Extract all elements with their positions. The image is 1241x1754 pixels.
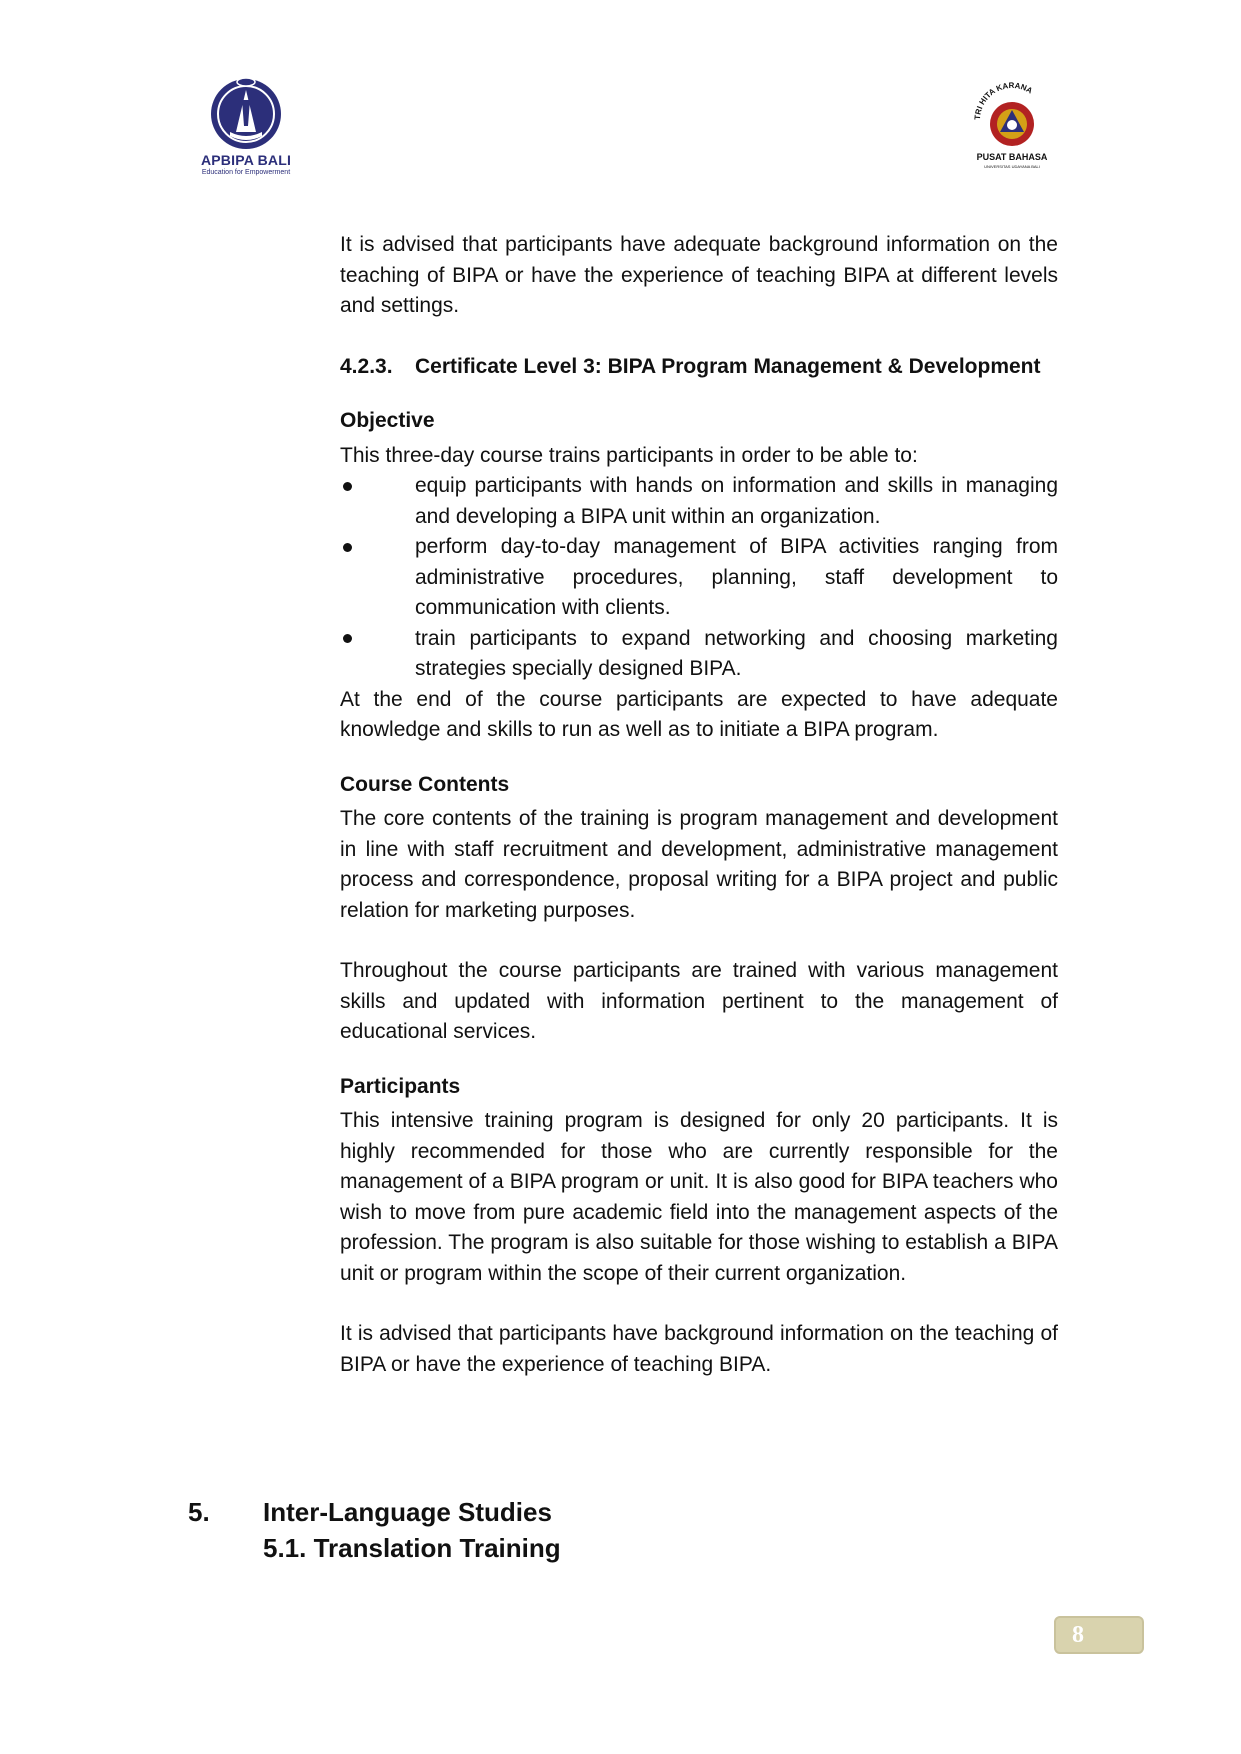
subsection-heading-5-1: 5.1. Translation Training (263, 1533, 561, 1563)
bullet-icon (340, 624, 415, 685)
list-item: perform day-to-day management of BIPA activities ranging from administrative procedures, planning, staff development to communication with clients. (340, 532, 1058, 624)
apbipa-logo-name: APBIPA BALI (200, 152, 292, 168)
apbipa-logo (190, 74, 302, 182)
section-number: 5. (188, 1497, 210, 1527)
course-contents-heading: Course Contents (340, 772, 510, 796)
bullet-icon (340, 471, 415, 532)
objective-list (340, 471, 1058, 685)
pusat-bahasa-emblem-icon (966, 74, 1058, 154)
section-heading-5 (188, 1494, 552, 1530)
participants-paragraph: This intensive training program is designed for only 20 participants. It is highly recommended for those who are currently responsible for the management of a BIPA program or unit. It is also good for BIPA teachers who wish to move from pure academic field into the management aspects of the profession. The program is also suitable for those wishing to establish a BIPA unit or program within the scope of their current organization. (340, 1109, 1058, 1285)
participants-paragraph: It is advised that participants have background information on the teaching of BIPA or have the experience of teaching BIPA. (340, 1322, 1058, 1376)
bullet-icon (340, 532, 415, 624)
pusat-bahasa-logo (966, 74, 1058, 174)
list-item: train participants to expand networking and choosing marketing strategies specially designed BIPA. (340, 624, 1058, 685)
pusat-bahasa-subtitle: UNIVERSITAS UDAYANA BALI (984, 164, 1040, 169)
intro-paragraph: It is advised that participants have adequate background information on the teaching of BIPA or have the experience of teaching BIPA at different levels and settings. (340, 233, 1058, 317)
main-content (340, 230, 1058, 1380)
section-title: Certificate Level 3: BIPA Program Management & Development (415, 354, 1041, 378)
apbipa-emblem-icon (206, 74, 286, 150)
section-heading-4-2-3 (340, 352, 1058, 383)
participants-heading: Participants (340, 1074, 461, 1098)
section-number: 4.2.3. (340, 354, 393, 378)
page-number: 8 (1072, 1622, 1084, 1648)
objective-closing: At the end of the course participants are expected to have adequate knowledge and skills to run as well as to initiate a BIPA program. (340, 687, 1058, 741)
course-contents-paragraph: Throughout the course participants are trained with various management skills and updated with information pertinent to the management of educational services. (340, 959, 1058, 1043)
section-title: Inter-Language Studies (263, 1497, 552, 1527)
objective-lead: This three-day course trains participants in order to be able to: (340, 443, 918, 467)
apbipa-logo-tagline: Education for Empowerment (201, 169, 291, 176)
list-item: equip participants with hands on information and skills in managing and developing a BIPA unit within an organization. (340, 471, 1058, 532)
tri-hita-karana-arc: TRI HITA KARANA (972, 80, 1035, 121)
objective-heading: Objective (340, 409, 435, 432)
course-contents-paragraph: The core contents of the training is program management and development in line with staff recruitment and development, administrative management process and correspondence, proposal writing for a BIPA project and public relation for marketing purposes. (340, 807, 1058, 922)
page-number-box (1054, 1616, 1144, 1654)
pusat-bahasa-name: PUSAT BAHASA (976, 152, 1048, 162)
